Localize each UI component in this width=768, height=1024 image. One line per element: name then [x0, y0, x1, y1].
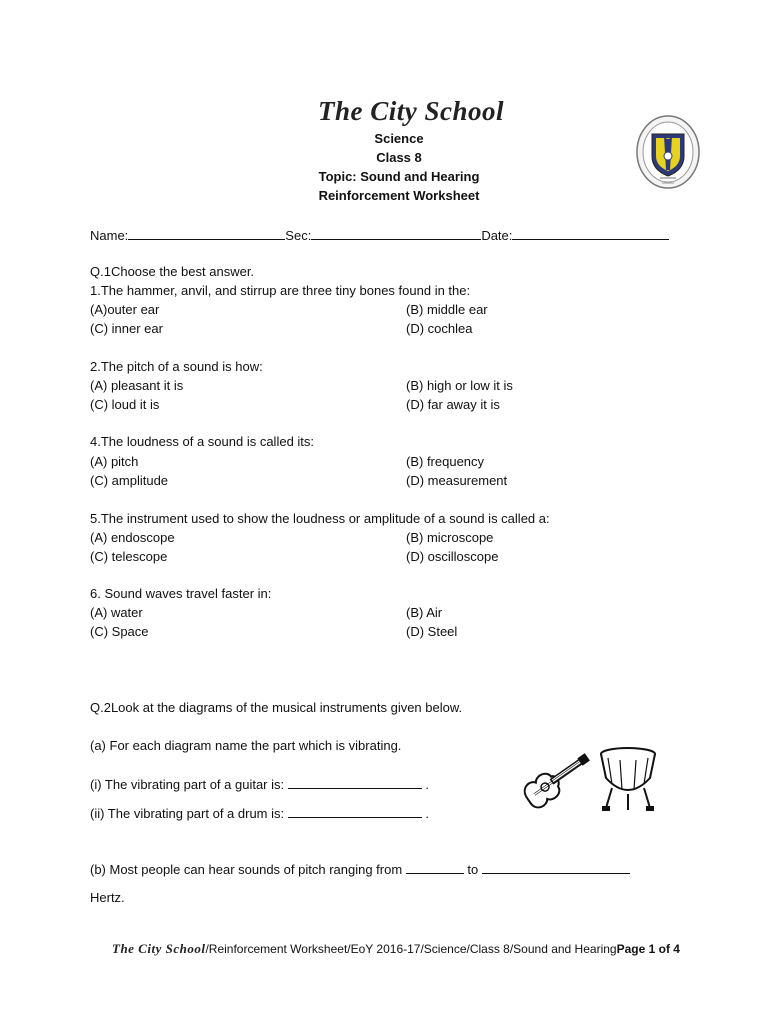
guitar-question [90, 776, 429, 792]
subject-heading: Science [374, 131, 424, 146]
date-label: Date: [481, 228, 513, 243]
option-c[interactable]: (C) loud it is [90, 397, 160, 412]
question-text: 1.The hammer, anvil, and stirrup are three tiny bones found in the: [90, 283, 471, 298]
q1-title: Q.1Choose the best answer. [90, 264, 255, 279]
name-label: Name: [90, 228, 129, 243]
option-a[interactable]: (A) pleasant it is [90, 378, 184, 393]
option-b[interactable]: (B) middle ear [406, 302, 488, 317]
option-b[interactable]: (B) Air [406, 605, 443, 620]
option-c[interactable]: (C) telescope [90, 549, 168, 564]
guitar-icon [514, 744, 594, 810]
sec-label: Sec: [285, 228, 312, 243]
footer-path: /Reinforcement Worksheet/EoY 2016-17/Science/Class 8/Sound and Hearing [205, 942, 617, 956]
drum-answer-blank[interactable] [288, 805, 422, 818]
option-b[interactable]: (B) high or low it is [406, 378, 513, 393]
q2-part-a: (a) For each diagram name the part which is vibrating. [90, 738, 402, 753]
drum-question [90, 805, 429, 821]
student-info-line [90, 227, 669, 243]
q2-part-b [90, 861, 630, 877]
worksheet-title: Reinforcement Worksheet [318, 188, 480, 203]
option-a[interactable]: (A) pitch [90, 454, 139, 469]
question-text: 6. Sound waves travel faster in: [90, 586, 272, 601]
option-c[interactable]: (C) inner ear [90, 321, 163, 336]
option-d[interactable]: (D) cochlea [406, 321, 473, 336]
option-d[interactable]: (D) far away it is [406, 397, 500, 412]
q2-title: Q.2Look at the diagrams of the musical instruments given below. [90, 700, 463, 715]
part-b-to: to [467, 862, 479, 877]
part-b-unit: Hertz. [90, 890, 125, 905]
question-text: 5.The instrument used to show the loudness or amplitude of a sound is called a: [90, 511, 550, 526]
option-d[interactable]: (D) measurement [406, 473, 508, 488]
option-c[interactable]: (C) amplitude [90, 473, 169, 488]
date-field[interactable] [512, 227, 669, 240]
school-crest-icon [634, 112, 702, 196]
option-a[interactable]: (A) water [90, 605, 143, 620]
sec-field[interactable] [311, 227, 481, 240]
guitar-period: . [425, 777, 429, 792]
option-d[interactable]: (D) oscilloscope [406, 549, 499, 564]
topic-heading: Topic: Sound and Hearing [318, 169, 480, 184]
min-frequency-blank[interactable] [406, 861, 464, 874]
school-logo-text: The City School [318, 96, 505, 126]
name-field[interactable] [128, 227, 285, 240]
option-b[interactable]: (B) frequency [406, 454, 485, 469]
max-frequency-blank[interactable] [482, 861, 630, 874]
option-a[interactable]: (A) endoscope [90, 530, 175, 545]
part-b-text: (b) Most people can hear sounds of pitch ranging from [90, 862, 403, 877]
option-b[interactable]: (B) microscope [406, 530, 494, 545]
option-c[interactable]: (C) Space [90, 624, 149, 639]
guitar-answer-blank[interactable] [288, 776, 422, 789]
option-a[interactable]: (A)outer ear [90, 302, 160, 317]
option-d[interactable]: (D) Steel [406, 624, 458, 639]
page-number: Page 1 of 4 [616, 942, 680, 956]
drum-question-text: (ii) The vibrating part of a drum is: [90, 806, 285, 821]
footer-school-name: The City School [112, 941, 206, 956]
question-text: 2.The pitch of a sound is how: [90, 359, 263, 374]
class-heading: Class 8 [376, 150, 422, 165]
question-text: 4.The loudness of a sound is called its: [90, 434, 315, 449]
footer [112, 941, 680, 957]
drum-icon [598, 744, 658, 814]
guitar-question-text: (i) The vibrating part of a guitar is: [90, 777, 285, 792]
drum-period: . [425, 806, 429, 821]
